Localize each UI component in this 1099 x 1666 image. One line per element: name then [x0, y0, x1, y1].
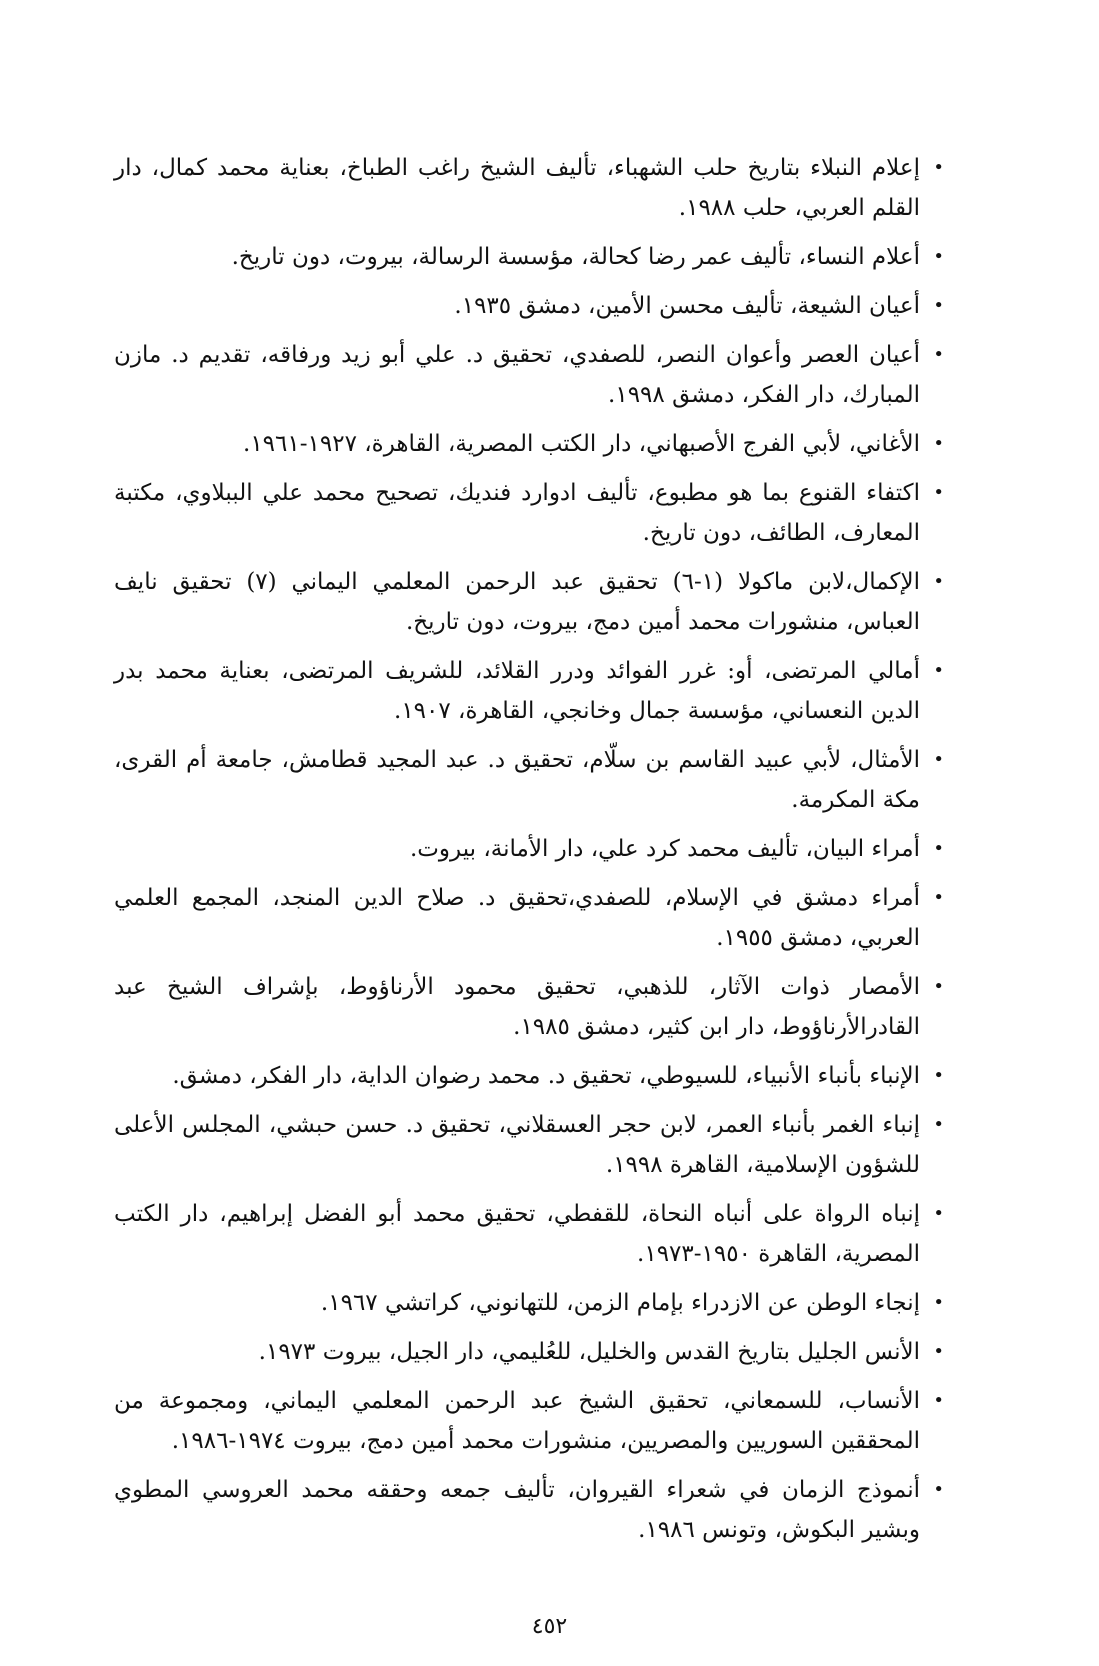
entry-text: أعلام النساء، تأليف عمر رضا كحالة، مؤسسة الرسالة، بيروت، دون تاريخ.	[231, 244, 920, 270]
bibliography-entry	[114, 237, 944, 277]
bibliography-entry	[114, 829, 944, 869]
bullet-icon: •	[933, 1203, 944, 1224]
entry-text: الأغاني، لأبي الفرج الأصبهاني، دار الكتب المصرية، القاهرة، ١٩٢٧-١٩٦١.	[243, 431, 920, 457]
entry-text: اكتفاء القنوع بما هو مطبوع، تأليف ادوارد فنديك، تصحيح محمد علي الببلاوي، مكتبة المعارف، الطائف، دون تاريخ.	[114, 480, 920, 546]
entry-text: إنجاء الوطن عن الازدراء بإمام الزمن، للتهانوني، كراتشي ١٩٦٧.	[320, 1290, 920, 1316]
bullet-icon: •	[933, 1479, 944, 1500]
entry-text: الإنباء بأنباء الأنبياء، للسيوطي، تحقيق د. محمد رضوان الداية، دار الفكر، دمشق.	[172, 1063, 920, 1089]
bibliography-entry	[114, 878, 944, 958]
bibliography-entry	[114, 562, 944, 642]
bibliography-entry	[114, 651, 944, 731]
entry-text: الأنس الجليل بتاريخ القدس والخليل، للعُليمي، دار الجيل، بيروت ١٩٧٣.	[258, 1339, 920, 1365]
entry-text: الأمثال، لأبي عبيد القاسم بن سلّام، تحقيق د. عبد المجيد قطامش، جامعة أم القرى، مكة المكرمة.	[114, 747, 920, 813]
bibliography-list	[114, 148, 944, 1559]
bullet-icon: •	[933, 1390, 944, 1411]
entry-text: إنباء الغمر بأنباء العمر، لابن حجر العسقلاني، تحقيق د. حسن حبشي، المجلس الأعلى للشؤون الإسلامية، القاهرة ١٩٩٨.	[114, 1112, 920, 1178]
bullet-icon: •	[933, 976, 944, 997]
bullet-icon: •	[933, 1114, 944, 1135]
bullet-icon: •	[933, 295, 944, 316]
bullet-icon: •	[933, 482, 944, 503]
bullet-icon: •	[933, 660, 944, 681]
bibliography-entry	[114, 1332, 944, 1372]
bullet-icon: •	[933, 749, 944, 770]
bullet-icon: •	[933, 433, 944, 454]
entry-text: إعلام النبلاء بتاريخ حلب الشهباء، تأليف الشيخ راغب الطباخ، بعناية محمد كمال، دار القلم العربي، حلب ١٩٨٨.	[114, 155, 920, 221]
entry-text: الأمصار ذوات الآثار، للذهبي، تحقيق محمود الأرناؤوط، بإشراف الشيخ عبد القادرالأرناؤوط، دار ابن كثير، دمشق ١٩٨٥.	[114, 974, 920, 1040]
bullet-icon: •	[933, 1065, 944, 1086]
bullet-icon: •	[933, 571, 944, 592]
bibliography-entry	[114, 1283, 944, 1323]
page-number: ٤٥٢	[531, 1614, 568, 1639]
bullet-icon: •	[933, 157, 944, 178]
bibliography-entry	[114, 1470, 944, 1550]
entry-text: أمراء دمشق في الإسلام، للصفدي،تحقيق د. صلاح الدين المنجد، المجمع العلمي العربي، دمشق ١٩٥٥.	[114, 885, 920, 951]
bibliography-entry	[114, 335, 944, 415]
entry-text: الأنساب، للسمعاني، تحقيق الشيخ عبد الرحمن المعلمي اليماني، ومجموعة من المحققين السوريين والمصريين، منشورات محمد أمين دمج، بيروت ١٩٧٤-١٩٨٦.	[114, 1388, 920, 1454]
bullet-icon: •	[933, 1341, 944, 1362]
bibliography-entry	[114, 1194, 944, 1274]
bibliography-entry	[114, 967, 944, 1047]
entry-text: أعيان الشيعة، تأليف محسن الأمين، دمشق ١٩٣٥.	[454, 293, 920, 319]
entry-text: إنباه الرواة على أنباه النحاة، للقفطي، تحقيق محمد أبو الفضل إبراهيم، دار الكتب المصرية، القاهرة ١٩٥٠-١٩٧٣.	[114, 1201, 920, 1267]
bibliography-entry	[114, 424, 944, 464]
entry-text: أمراء البيان، تأليف محمد كرد علي، دار الأمانة، بيروت.	[409, 836, 920, 862]
bullet-icon: •	[933, 887, 944, 908]
entry-text: الإكمال،لابن ماكولا (١-٦) تحقيق عبد الرحمن المعلمي اليماني (٧) تحقيق نايف العباس، منشورات محمد أمين دمج، بيروت، دون تاريخ.	[114, 569, 920, 635]
bibliography-entry	[114, 286, 944, 326]
entry-text: أعيان العصر وأعوان النصر، للصفدي، تحقيق د. علي أبو زيد ورفاقه، تقديم د. مازن المبارك، دار الفكر، دمشق ١٩٩٨.	[114, 342, 920, 408]
bullet-icon: •	[933, 344, 944, 365]
bibliography-entry	[114, 1381, 944, 1461]
bibliography-entry	[114, 1056, 944, 1096]
bibliography-entry	[114, 473, 944, 553]
bibliography-entry	[114, 148, 944, 228]
bullet-icon: •	[933, 246, 944, 267]
bibliography-entry	[114, 1105, 944, 1185]
bullet-icon: •	[933, 838, 944, 859]
entry-text: أمالي المرتضى، أو: غرر الفوائد ودرر القلائد، للشريف المرتضى، بعناية محمد بدر الدين النعساني، مؤسسة جمال وخانجي، القاهرة، ١٩٠٧.	[114, 658, 920, 724]
entry-text: أنموذج الزمان في شعراء القيروان، تأليف جمعه وحققه محمد العروسي المطوي وبشير البكوش، وتونس ١٩٨٦.	[114, 1477, 920, 1543]
bullet-icon: •	[933, 1292, 944, 1313]
bibliography-entry	[114, 740, 944, 820]
